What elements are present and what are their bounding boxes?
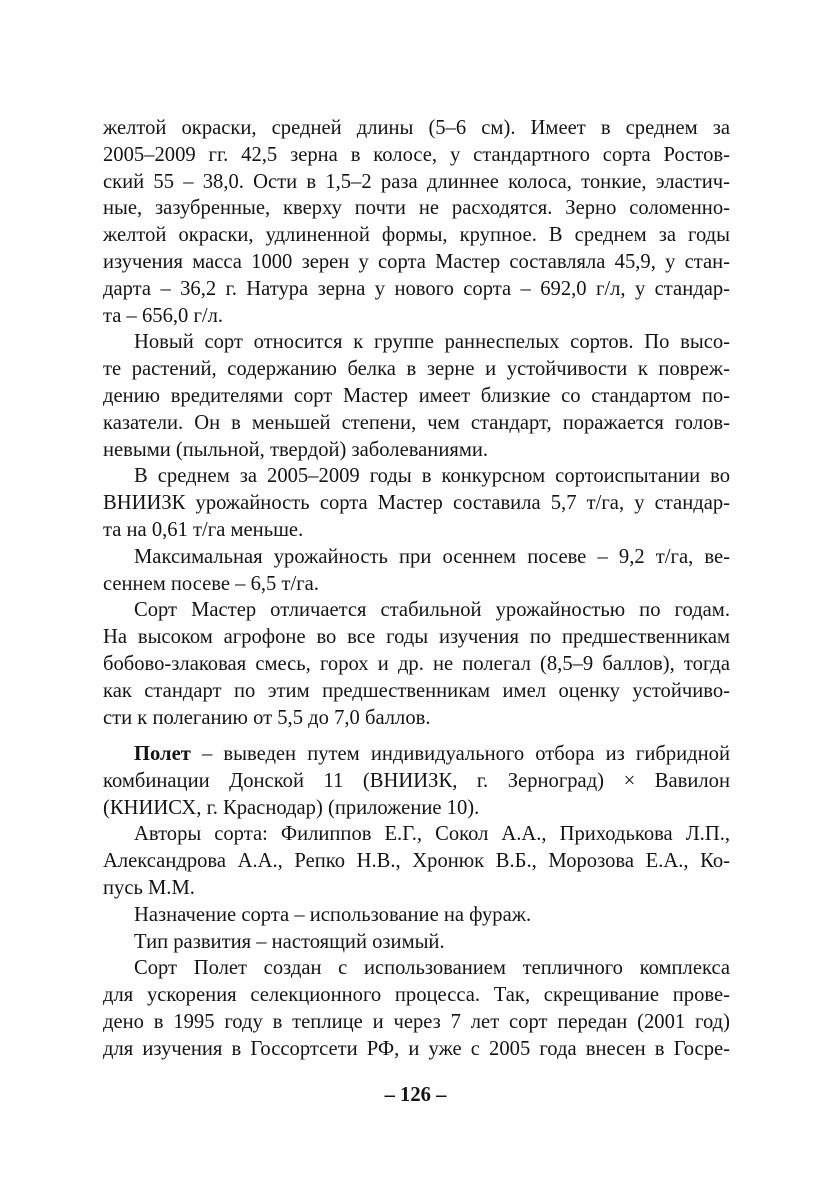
text-line: комбинации Донской 11 (ВНИИЗК, г. Зерноград) × Вавилон: [103, 769, 730, 792]
text-line: невыми (пыльной, твердой) заболеваниями.: [103, 438, 489, 461]
text-line: Тип развития – настоящий озимый.: [134, 930, 445, 953]
text-line: Авторы сорта: Филиппов Е.Г., Сокол А.А., Приходькова Л.П.,: [134, 823, 730, 846]
section-polet-description: [103, 741, 730, 1063]
text-line: та – 656,0 г/л.: [103, 304, 224, 327]
text-line: Сорт Полет создан с использованием тепличного комплекса: [134, 957, 730, 980]
text-line: (КНИИСХ, г. Краснодар) (приложение 10).: [103, 796, 480, 819]
text-line: На высоком агрофоне во все годы изучения по предшественникам: [103, 626, 730, 649]
text-line: те растений, содержанию белка в зерне и устойчивости к повреж-: [103, 358, 730, 381]
page-number: – 126 –: [384, 1084, 447, 1106]
text-line: как стандарт по этим предшественникам имел оценку устойчиво-: [103, 679, 730, 702]
text-line: дено в 1995 году в теплице и через 7 лет сорт передан (2001 год): [103, 1010, 730, 1033]
text-line: изучения масса 1000 зерен у сорта Мастер составляла 45,9, у стан-: [103, 250, 730, 273]
text-line: Новый сорт относится к группе раннеспелых сортов. По высо-: [134, 331, 730, 354]
text-line: В среднем за 2005–2009 годы в конкурсном сортоиспытании во: [134, 465, 730, 488]
text-line: ский 55 – 38,0. Ости в 1,5–2 раза длиннее колоса, тонкие, эластич-: [103, 170, 730, 193]
text-line: дарта – 36,2 г. Натура зерна у нового сорта – 692,0 г/л, у стандар-: [103, 277, 730, 300]
text-line: пусь М.М.: [103, 876, 195, 899]
text-line: сти к полеганию от 5,5 до 7,0 баллов.: [103, 706, 431, 729]
text-line: та на 0,61 т/га меньше.: [103, 518, 304, 541]
section-master-description: [103, 115, 730, 731]
text-line: [103, 741, 730, 768]
variety-name: Полет: [134, 743, 191, 765]
text-line: Александрова А.А., Репко Н.В., Хронюк В.Б., Морозова Е.А., Ко-: [103, 850, 730, 873]
text-line: бобово-злаковая смесь, горох и др. не полегал (8,5–9 баллов), тогда: [103, 652, 730, 675]
text-line: 2005–2009 гг. 42,5 зерна в колосе, у стандартного сорта Ростов-: [103, 143, 730, 166]
text-line: для изучения в Госсортсети РФ, и уже с 2005 года внесен в Госре-: [103, 1037, 730, 1060]
text-line: желтой окраски, средней длины (5–6 см). Имеет в среднем за: [103, 117, 730, 139]
text-line: желтой окраски, удлиненной формы, крупное. В среднем за годы: [103, 224, 730, 247]
text-line: для ускорения селекционного процесса. Так, скрещивание прове-: [103, 984, 730, 1007]
text-line: Максимальная урожайность при осеннем посеве – 9,2 т/га, ве-: [134, 545, 730, 568]
text-line: ВНИИЗК урожайность сорта Мастер составила 5,7 т/га, у стандар-: [103, 492, 730, 515]
text-fragment: – выведен путем индивидуального отбора из гибридной: [190, 743, 730, 765]
text-line: Сорт Мастер отличается стабильной урожайностью по годам.: [134, 599, 730, 622]
text-line: ные, зазубренные, кверху почти не расходятся. Зерно соломенно-: [103, 197, 730, 220]
text-line: дению вредителями сорт Мастер имеет близкие со стандартом по-: [103, 384, 730, 407]
text-line: казатели. Он в меньшей степени, чем стандарт, поражается голов-: [103, 411, 730, 434]
text-line: сеннем посеве – 6,5 т/га.: [103, 572, 319, 595]
text-line: Назначение сорта – использование на фураж.: [134, 903, 532, 926]
